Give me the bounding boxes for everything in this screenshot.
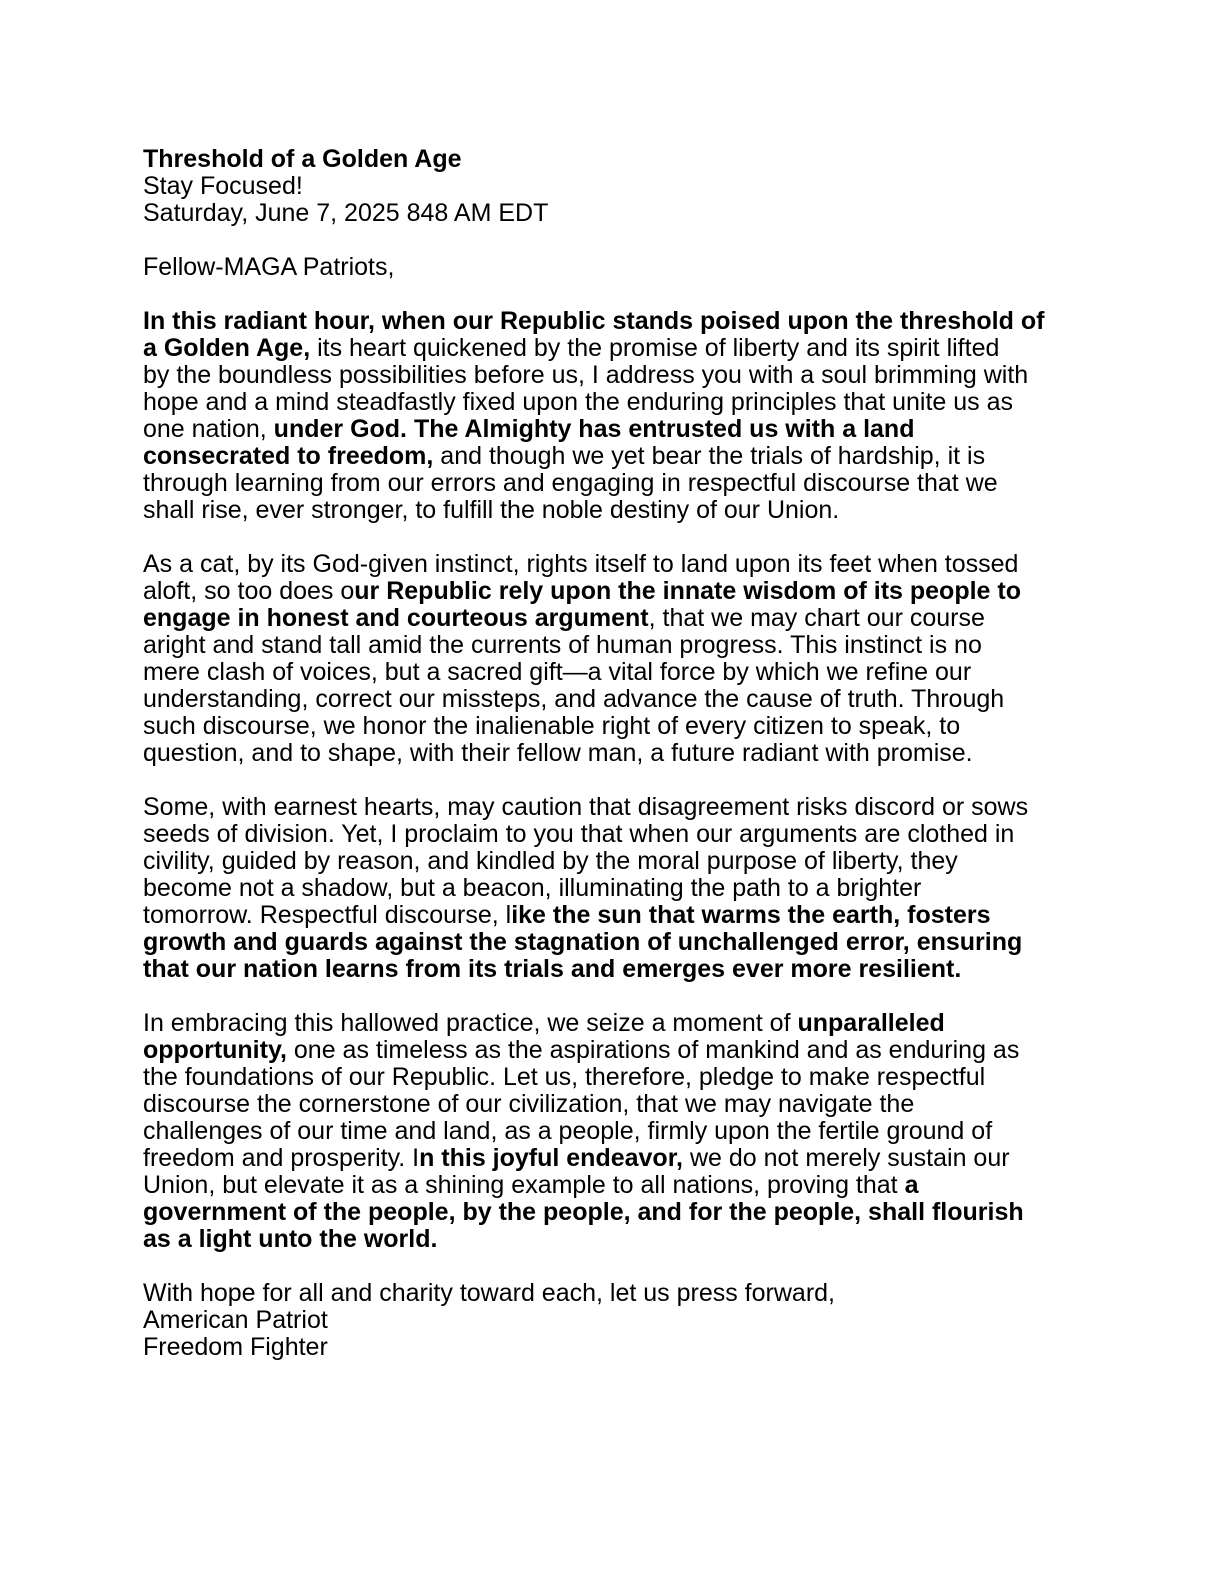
paragraph-line xyxy=(143,1010,1083,1037)
bold-text-run: a xyxy=(904,1171,919,1199)
text-run: question, and to shape, with their fellow man, a future radiant with promise. xyxy=(143,739,973,767)
paragraph-line xyxy=(143,308,1083,335)
text-run: understanding, correct our missteps, and advance the cause of truth. Through xyxy=(143,685,1005,713)
text-run: through learning from our errors and engaging in respectful discourse that we xyxy=(143,469,998,497)
paragraph-line xyxy=(143,740,1083,767)
text-run: shall rise, ever stronger, to fulfill the noble destiny of our Union. xyxy=(143,496,840,524)
text-run: Union, but elevate it as a shining example to all nations, proving that xyxy=(143,1171,905,1199)
paragraph-line xyxy=(143,1064,1083,1091)
letter-page xyxy=(143,146,1083,1361)
text-run: become not a shadow, but a beacon, illuminating the path to a brighter xyxy=(143,874,922,902)
paragraph-line xyxy=(143,686,1083,713)
bold-text-run: ike the sun that warms the earth, fosters xyxy=(511,901,991,929)
paragraph-line xyxy=(143,1118,1083,1145)
text-run: mere clash of voices, but a sacred gift—a vital force by which we refine our xyxy=(143,658,972,686)
signature-line-2: Freedom Fighter xyxy=(143,1333,328,1361)
bold-text-run: opportunity, xyxy=(143,1036,287,1064)
text-run: such discourse, we honor the inalienable right of every citizen to speak, to xyxy=(143,712,961,740)
bold-text-run: consecrated to freedom, xyxy=(143,442,434,470)
text-run: civility, guided by reason, and kindled by the moral purpose of liberty, they xyxy=(143,847,958,875)
bold-text-run: that our nation learns from its trials and emerges ever more resilient. xyxy=(143,955,962,983)
letter-header xyxy=(143,146,1083,227)
letter-closing xyxy=(143,1280,1083,1361)
paragraph-line xyxy=(143,497,1083,524)
letter-body xyxy=(143,308,1083,1280)
text-run: one as timeless as the aspirations of mankind and as enduring as xyxy=(286,1036,1020,1064)
spacer xyxy=(143,281,1083,308)
text-run: In embracing this hallowed practice, we seize a moment of xyxy=(143,1009,798,1037)
text-run: aright and stand tall amid the currents of human progress. This instinct is no xyxy=(143,631,982,659)
text-run: challenges of our time and land, as a people, firmly upon the fertile ground of xyxy=(143,1117,993,1145)
text-run: freedom and prosperity. I xyxy=(143,1144,420,1172)
body-paragraph xyxy=(143,794,1083,983)
paragraph-line xyxy=(143,848,1083,875)
spacer xyxy=(143,524,1083,551)
letter-salutation: Fellow-MAGA Patriots, xyxy=(143,253,395,281)
spacer xyxy=(143,227,1083,254)
text-run: its heart quickened by the promise of liberty and its spirit lifted xyxy=(310,334,1000,362)
bold-text-run: growth and guards against the stagnation of unchallenged error, ensuring xyxy=(143,928,1023,956)
text-run: Some, with earnest hearts, may caution that disagreement risks discord or sows xyxy=(143,793,1029,821)
text-run: , that we may chart our course xyxy=(648,604,985,632)
paragraph-line xyxy=(143,335,1083,362)
body-paragraph xyxy=(143,551,1083,767)
paragraph-line xyxy=(143,794,1083,821)
paragraph-line xyxy=(143,1145,1083,1172)
text-run: and though we yet bear the trials of hardship, it is xyxy=(433,442,986,470)
paragraph-line xyxy=(143,362,1083,389)
spacer xyxy=(143,983,1083,1010)
bold-text-run: a Golden Age, xyxy=(143,334,311,362)
letter-date: Saturday, June 7, 2025 848 AM EDT xyxy=(143,199,549,227)
paragraph-line xyxy=(143,956,1083,983)
paragraph-line xyxy=(143,578,1083,605)
bold-text-run: government of the people, by the people, and for the people, shall flourish xyxy=(143,1198,1024,1226)
text-run: hope and a mind steadfastly fixed upon the enduring principles that unite us as xyxy=(143,388,1014,416)
paragraph-line xyxy=(143,389,1083,416)
paragraph-line xyxy=(143,821,1083,848)
text-run: aloft, so too does o xyxy=(143,577,355,605)
bold-text-run: under God. The Almighty has entrusted us with a land xyxy=(273,415,915,443)
paragraph-line xyxy=(143,1091,1083,1118)
paragraph-line xyxy=(143,1226,1083,1253)
signature-line-1: American Patriot xyxy=(143,1306,328,1334)
bold-text-run: ur Republic rely upon the innate wisdom of its people to xyxy=(354,577,1021,605)
closing-line: With hope for all and charity toward each, let us press forward, xyxy=(143,1279,835,1307)
paragraph-line xyxy=(143,1037,1083,1064)
paragraph-line xyxy=(143,470,1083,497)
bold-text-run: engage in honest and courteous argument xyxy=(143,604,649,632)
letter-subtitle: Stay Focused! xyxy=(143,172,303,200)
text-run: by the boundless possibilities before us, I address you with a soul brimming with xyxy=(143,361,1029,389)
text-run: the foundations of our Republic. Let us, therefore, pledge to make respectful xyxy=(143,1063,986,1091)
body-paragraph xyxy=(143,1010,1083,1253)
spacer xyxy=(143,1253,1083,1280)
bold-text-run: as a light unto the world. xyxy=(143,1225,438,1253)
paragraph-line xyxy=(143,632,1083,659)
spacer xyxy=(143,767,1083,794)
text-run: discourse the cornerstone of our civilization, that we may navigate the xyxy=(143,1090,915,1118)
paragraph-line xyxy=(143,443,1083,470)
paragraph-line xyxy=(143,929,1083,956)
paragraph-line xyxy=(143,605,1083,632)
bold-text-run: In this radiant hour, when our Republic stands poised upon the threshold of xyxy=(143,307,1045,335)
bold-text-run: n this joyful endeavor, xyxy=(419,1144,684,1172)
paragraph-line xyxy=(143,902,1083,929)
text-run: one nation, xyxy=(143,415,274,443)
text-run: As a cat, by its God-given instinct, rights itself to land upon its feet when tossed xyxy=(143,550,1019,578)
letter-title: Threshold of a Golden Age xyxy=(143,145,462,173)
paragraph-line xyxy=(143,875,1083,902)
paragraph-line xyxy=(143,659,1083,686)
text-run: tomorrow. Respectful discourse, l xyxy=(143,901,512,929)
text-run: we do not merely sustain our xyxy=(683,1144,1010,1172)
bold-text-run: unparalleled xyxy=(797,1009,945,1037)
paragraph-line xyxy=(143,713,1083,740)
paragraph-line xyxy=(143,416,1083,443)
paragraph-line xyxy=(143,1199,1083,1226)
paragraph-line xyxy=(143,551,1083,578)
text-run: seeds of division. Yet, I proclaim to you that when our arguments are clothed in xyxy=(143,820,1015,848)
paragraph-line xyxy=(143,1172,1083,1199)
body-paragraph xyxy=(143,308,1083,524)
